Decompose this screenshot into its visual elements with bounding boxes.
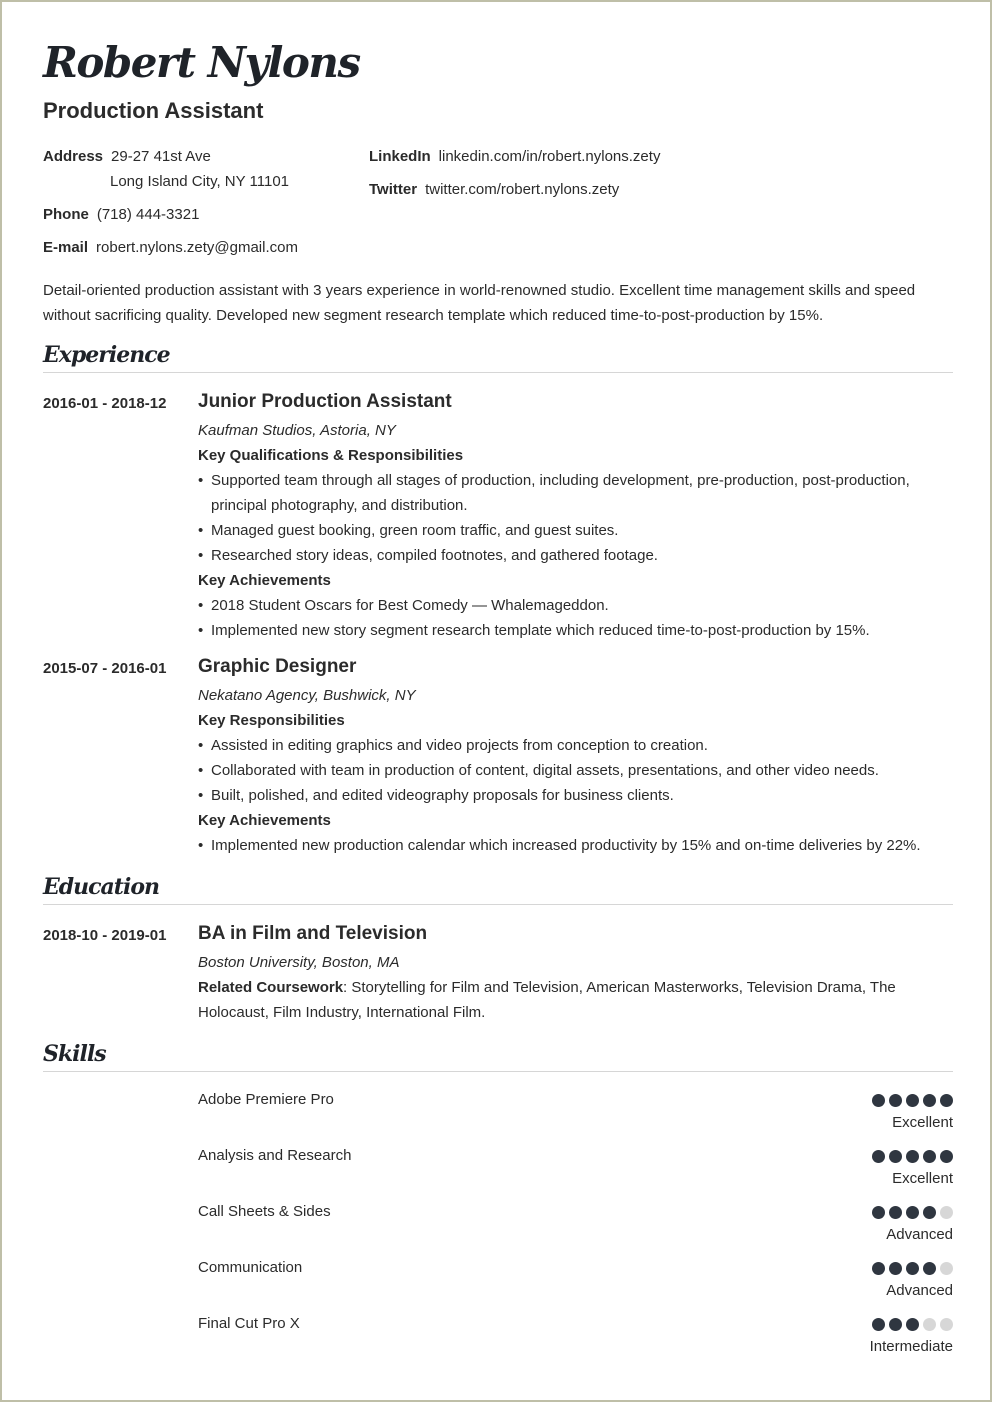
contact-right bbox=[369, 144, 660, 210]
degree-title: BA in Film and Television bbox=[198, 923, 428, 944]
rating-dot-filled bbox=[923, 1206, 936, 1219]
rating-dot-filled bbox=[940, 1150, 953, 1163]
rating-dot-filled bbox=[872, 1318, 885, 1331]
rating-dot-filled bbox=[906, 1150, 919, 1163]
entry-organization: Nekatano Agency, Bushwick, NY bbox=[198, 687, 416, 704]
list-item: • Researched story ideas, compiled footnotes, and gathered footage. bbox=[198, 543, 938, 568]
rating-dot-empty bbox=[940, 1206, 953, 1219]
experience-heading bbox=[43, 342, 953, 373]
skill-item bbox=[198, 1199, 953, 1249]
coursework bbox=[198, 975, 938, 1025]
education-heading bbox=[43, 874, 953, 905]
coursework-label: Related Coursework bbox=[198, 979, 344, 996]
entry-list bbox=[198, 833, 938, 858]
rating-dot-filled bbox=[906, 1318, 919, 1331]
skill-item bbox=[198, 1087, 953, 1137]
list-item: • Implemented new production calendar which increased productivity by 15% and on-time deliveries by 22%. bbox=[198, 833, 938, 858]
skill-rating bbox=[872, 1206, 953, 1219]
address-line1: 29-27 41st Ave bbox=[111, 148, 211, 165]
profile-summary: Detail-oriented production assistant with 3 years experience in world-renowned studio. Excellent time management skills and speed without sacrificing quality. Developed new segment research template which reduced time-to-post-production by 15%. bbox=[43, 282, 916, 324]
job-title: Production Assistant bbox=[43, 98, 264, 123]
address-label: Address bbox=[43, 148, 104, 165]
entry-list bbox=[198, 733, 938, 808]
skill-rating bbox=[872, 1150, 953, 1163]
rating-dot-filled bbox=[872, 1150, 885, 1163]
linkedin-label: LinkedIn bbox=[369, 148, 431, 165]
skill-name: Call Sheets & Sides bbox=[198, 1203, 331, 1220]
coursework-text: : Storytelling for Film and Television, American Masterworks, Television Drama, The Holocaust, Film Industry, International Film. bbox=[198, 979, 896, 1021]
candidate-name: Robert Nylons bbox=[43, 38, 360, 87]
rating-dot-empty bbox=[940, 1262, 953, 1275]
entry-subheading: Key Qualifications & Responsibilities bbox=[198, 447, 464, 464]
contact-left bbox=[43, 144, 298, 268]
skill-rating bbox=[872, 1318, 953, 1331]
rating-dot-filled bbox=[923, 1150, 936, 1163]
address-line2: Long Island City, NY 11101 bbox=[110, 173, 290, 190]
skill-name: Analysis and Research bbox=[198, 1147, 352, 1164]
rating-dot-filled bbox=[923, 1262, 936, 1275]
entry-body bbox=[198, 656, 938, 858]
rating-dot-empty bbox=[923, 1318, 936, 1331]
address-row bbox=[43, 144, 298, 169]
entry-list bbox=[198, 593, 938, 643]
twitter-row bbox=[369, 177, 660, 202]
skill-item bbox=[198, 1255, 953, 1305]
phone-label: Phone bbox=[43, 206, 89, 223]
email-value[interactable]: robert.nylons.zety@gmail.com bbox=[96, 239, 298, 256]
entry-organization: Kaufman Studios, Astoria, NY bbox=[198, 422, 396, 439]
skill-level: Excellent bbox=[892, 1114, 953, 1131]
rating-dot-filled bbox=[906, 1094, 919, 1107]
rating-dot-filled bbox=[889, 1150, 902, 1163]
phone-value: (718) 444-3321 bbox=[96, 206, 200, 223]
rating-dot-filled bbox=[906, 1262, 919, 1275]
list-item: • Built, polished, and edited videography proposals for business clients. bbox=[198, 783, 938, 808]
entry-list bbox=[198, 468, 938, 568]
rating-dot-empty bbox=[940, 1318, 953, 1331]
rating-dot-filled bbox=[923, 1094, 936, 1107]
skill-item bbox=[198, 1143, 953, 1193]
entry-subheading: Key Achievements bbox=[198, 812, 331, 829]
rating-dot-filled bbox=[889, 1206, 902, 1219]
list-item: • Managed guest booking, green room traffic, and guest suites. bbox=[198, 518, 938, 543]
rating-dot-filled bbox=[872, 1206, 885, 1219]
entry-dates: 2018-10 - 2019-01 bbox=[43, 927, 167, 944]
rating-dot-filled bbox=[906, 1206, 919, 1219]
linkedin-link[interactable]: linkedin.com/in/robert.nylons.zety bbox=[438, 148, 661, 165]
email-label: E-mail bbox=[43, 239, 89, 256]
entry-body bbox=[198, 923, 938, 1025]
skill-rating bbox=[872, 1094, 953, 1107]
email-row bbox=[43, 235, 298, 260]
skill-rating bbox=[872, 1262, 953, 1275]
education-heading-text: Education bbox=[43, 874, 159, 900]
rating-dot-filled bbox=[940, 1094, 953, 1107]
entry-dates: 2016-01 - 2018-12 bbox=[43, 395, 167, 412]
skill-level: Intermediate bbox=[869, 1338, 953, 1355]
rating-dot-filled bbox=[889, 1262, 902, 1275]
skill-name: Adobe Premiere Pro bbox=[198, 1091, 334, 1108]
entry-subheading: Key Achievements bbox=[198, 572, 331, 589]
linkedin-row bbox=[369, 144, 660, 169]
twitter-link[interactable]: twitter.com/robert.nylons.zety bbox=[425, 181, 620, 198]
skill-level: Advanced bbox=[886, 1226, 953, 1243]
rating-dot-filled bbox=[872, 1094, 885, 1107]
entry-dates: 2015-07 - 2016-01 bbox=[43, 660, 167, 677]
phone-row bbox=[43, 202, 298, 227]
rating-dot-filled bbox=[889, 1094, 902, 1107]
entry-body bbox=[198, 391, 938, 643]
list-item: • Implemented new story segment research template which reduced time-to-post-production by 15%. bbox=[198, 618, 938, 643]
address-line2-row bbox=[43, 169, 298, 194]
skill-item bbox=[198, 1311, 953, 1361]
entry-role: Junior Production Assistant bbox=[198, 391, 452, 412]
skills-heading bbox=[43, 1041, 953, 1072]
entry-role: Graphic Designer bbox=[198, 656, 357, 677]
rating-dot-filled bbox=[889, 1318, 902, 1331]
skill-level: Advanced bbox=[886, 1282, 953, 1299]
list-item: • Collaborated with team in production of content, digital assets, presentations, and other video needs. bbox=[198, 758, 938, 783]
skill-name: Final Cut Pro X bbox=[198, 1315, 300, 1332]
skill-name: Communication bbox=[198, 1259, 303, 1276]
entry-subheading: Key Responsibilities bbox=[198, 712, 345, 729]
school-name: Boston University, Boston, MA bbox=[198, 954, 400, 971]
skill-level: Excellent bbox=[892, 1170, 953, 1187]
rating-dot-filled bbox=[872, 1262, 885, 1275]
list-item: • 2018 Student Oscars for Best Comedy — Whalemageddon. bbox=[198, 593, 938, 618]
skills-heading-text: Skills bbox=[43, 1041, 106, 1067]
list-item: • Supported team through all stages of production, including development, pre-production, post-production, principal photography, and distribution. bbox=[198, 468, 938, 518]
experience-heading-text: Experience bbox=[43, 342, 170, 368]
list-item: • Assisted in editing graphics and video projects from conception to creation. bbox=[198, 733, 938, 758]
twitter-label: Twitter bbox=[369, 181, 418, 198]
